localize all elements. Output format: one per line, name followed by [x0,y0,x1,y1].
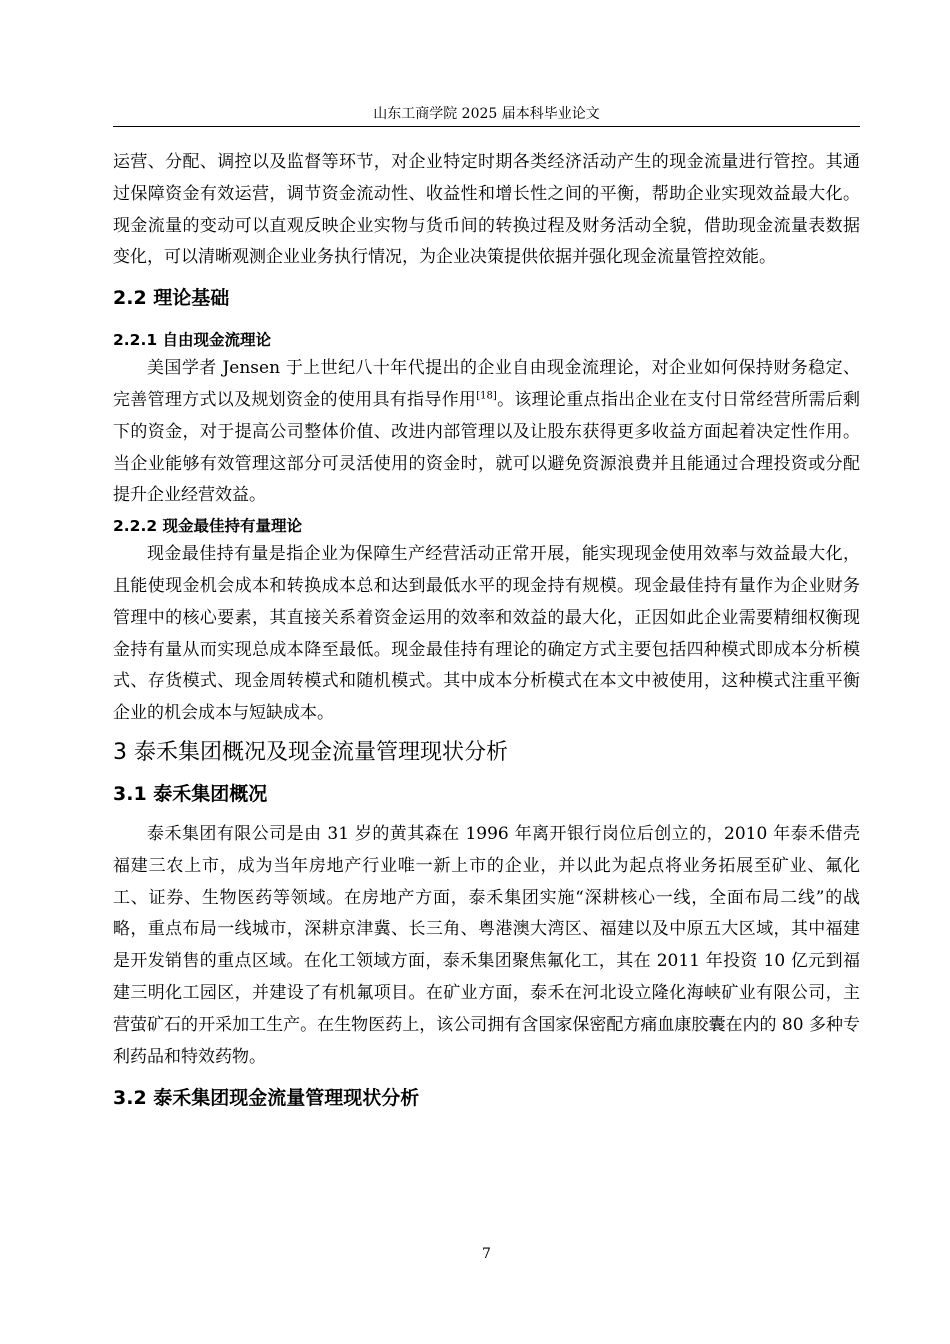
running-header: 山东工商学院 2025 届本科毕业论文 [373,106,600,122]
section-2-2-2-heading: 2.2.2 现金最佳持有量理论 [113,517,303,536]
section-3-1-heading: 3.1 泰禾集团概况 [113,782,268,805]
section-3-2-heading: 3.2 泰禾集团现金流量管理现状分析 [113,1087,420,1110]
section-2-2-1-paragraph [113,353,860,512]
section-3-1-paragraph: 泰禾集团有限公司是由 31 岁的黄其森在 1996 年离开银行岗位后创立的，2010 年泰禾借壳福建三农上市，成为当年房地产行业唯一新上市的企业，并以此为起点将业务拓展至矿业、氟化工、证券、生物医药等领域。在房地产方面，泰禾集团实施“深耕核心一线，全面布局二线”的战略，重点布局一线城市，深耕京津冀、长三角、粤港澳大湾区、福建以及中原五大区域，其中福建是开发销售的重点区域。在化工领域方面，泰禾集团聚焦氟化工，其在 2011 年投资 10 亿元到福建三明化工园区，并建设了有机氟项目。在矿业方面，泰禾在河北设立隆化海峡矿业有限公司，主营萤矿石的开采加工生产。在生物医药上，该公司拥有含国家保密配方痛血康胶囊在内的 80 多种专利药品和特效药物。 [113,823,860,1067]
header-rule [113,126,860,127]
section-2-2-1-heading: 2.2.1 自由现金流理论 [113,331,272,350]
section-2-2-2-paragraph: 现金最佳持有量是指企业为保障生产经营活动正常开展，能实现现金使用效率与效益最大化，且能使现金机会成本和转换成本总和达到最低水平的现金持有规模。现金最佳持有量作为企业财务管理中的核心要素，其直接关系着资金运用的效率和效益的最大化，正因如此企业需要精细权衡现金持有量从而实现总成本降至最低。现金最佳持有理论的确定方式主要包括四种模式即成本分析模式、存货模式、现金周转模式和随机模式。其中成本分析模式在本文中被使用，这种模式注重平衡企业的机会成本与短缺成本。 [113,544,860,724]
paragraph-text: 美国学者 Jensen 于上世纪八十年代提出的企业自由现金流理论，对企业如何保持财务稳定、完善管理方式以及规划资金的使用具有指导作用 [113,358,860,410]
page-number: 7 [482,1246,491,1262]
paragraph-text: 。该理论重点指出企业在支付日常经营所需后剩下的资金，对于提高公司整体价值、改进内部管理以及让股东获得更多收益方面起着决定性作用。当企业能够有效管理这部分可灵活使用的资金时，就可以避免资源浪费并且能通过合理投资或分配提升企业经营效益。 [113,389,860,506]
intro-paragraph: 运营、分配、调控以及监督等环节，对企业特定时期各类经济活动产生的现金流量进行管控。其通过保障资金有效运营，调节资金流动性、收益性和增长性之间的平衡，帮助企业实现效益最大化。现金流量的变动可以直观反映企业实物与货币间的转换过程及财务活动全貌，借助现金流量表数据变化，可以清晰观测企业业务执行情况，为企业决策提供依据并强化现金流量管控效能。 [113,152,860,268]
chapter-3-heading: 3 泰禾集团概况及现金流量管理现状分析 [113,739,508,765]
citation-ref: [18] [476,390,497,402]
section-2-2-heading: 2.2 理论基础 [113,287,230,310]
page-content [113,147,860,1111]
